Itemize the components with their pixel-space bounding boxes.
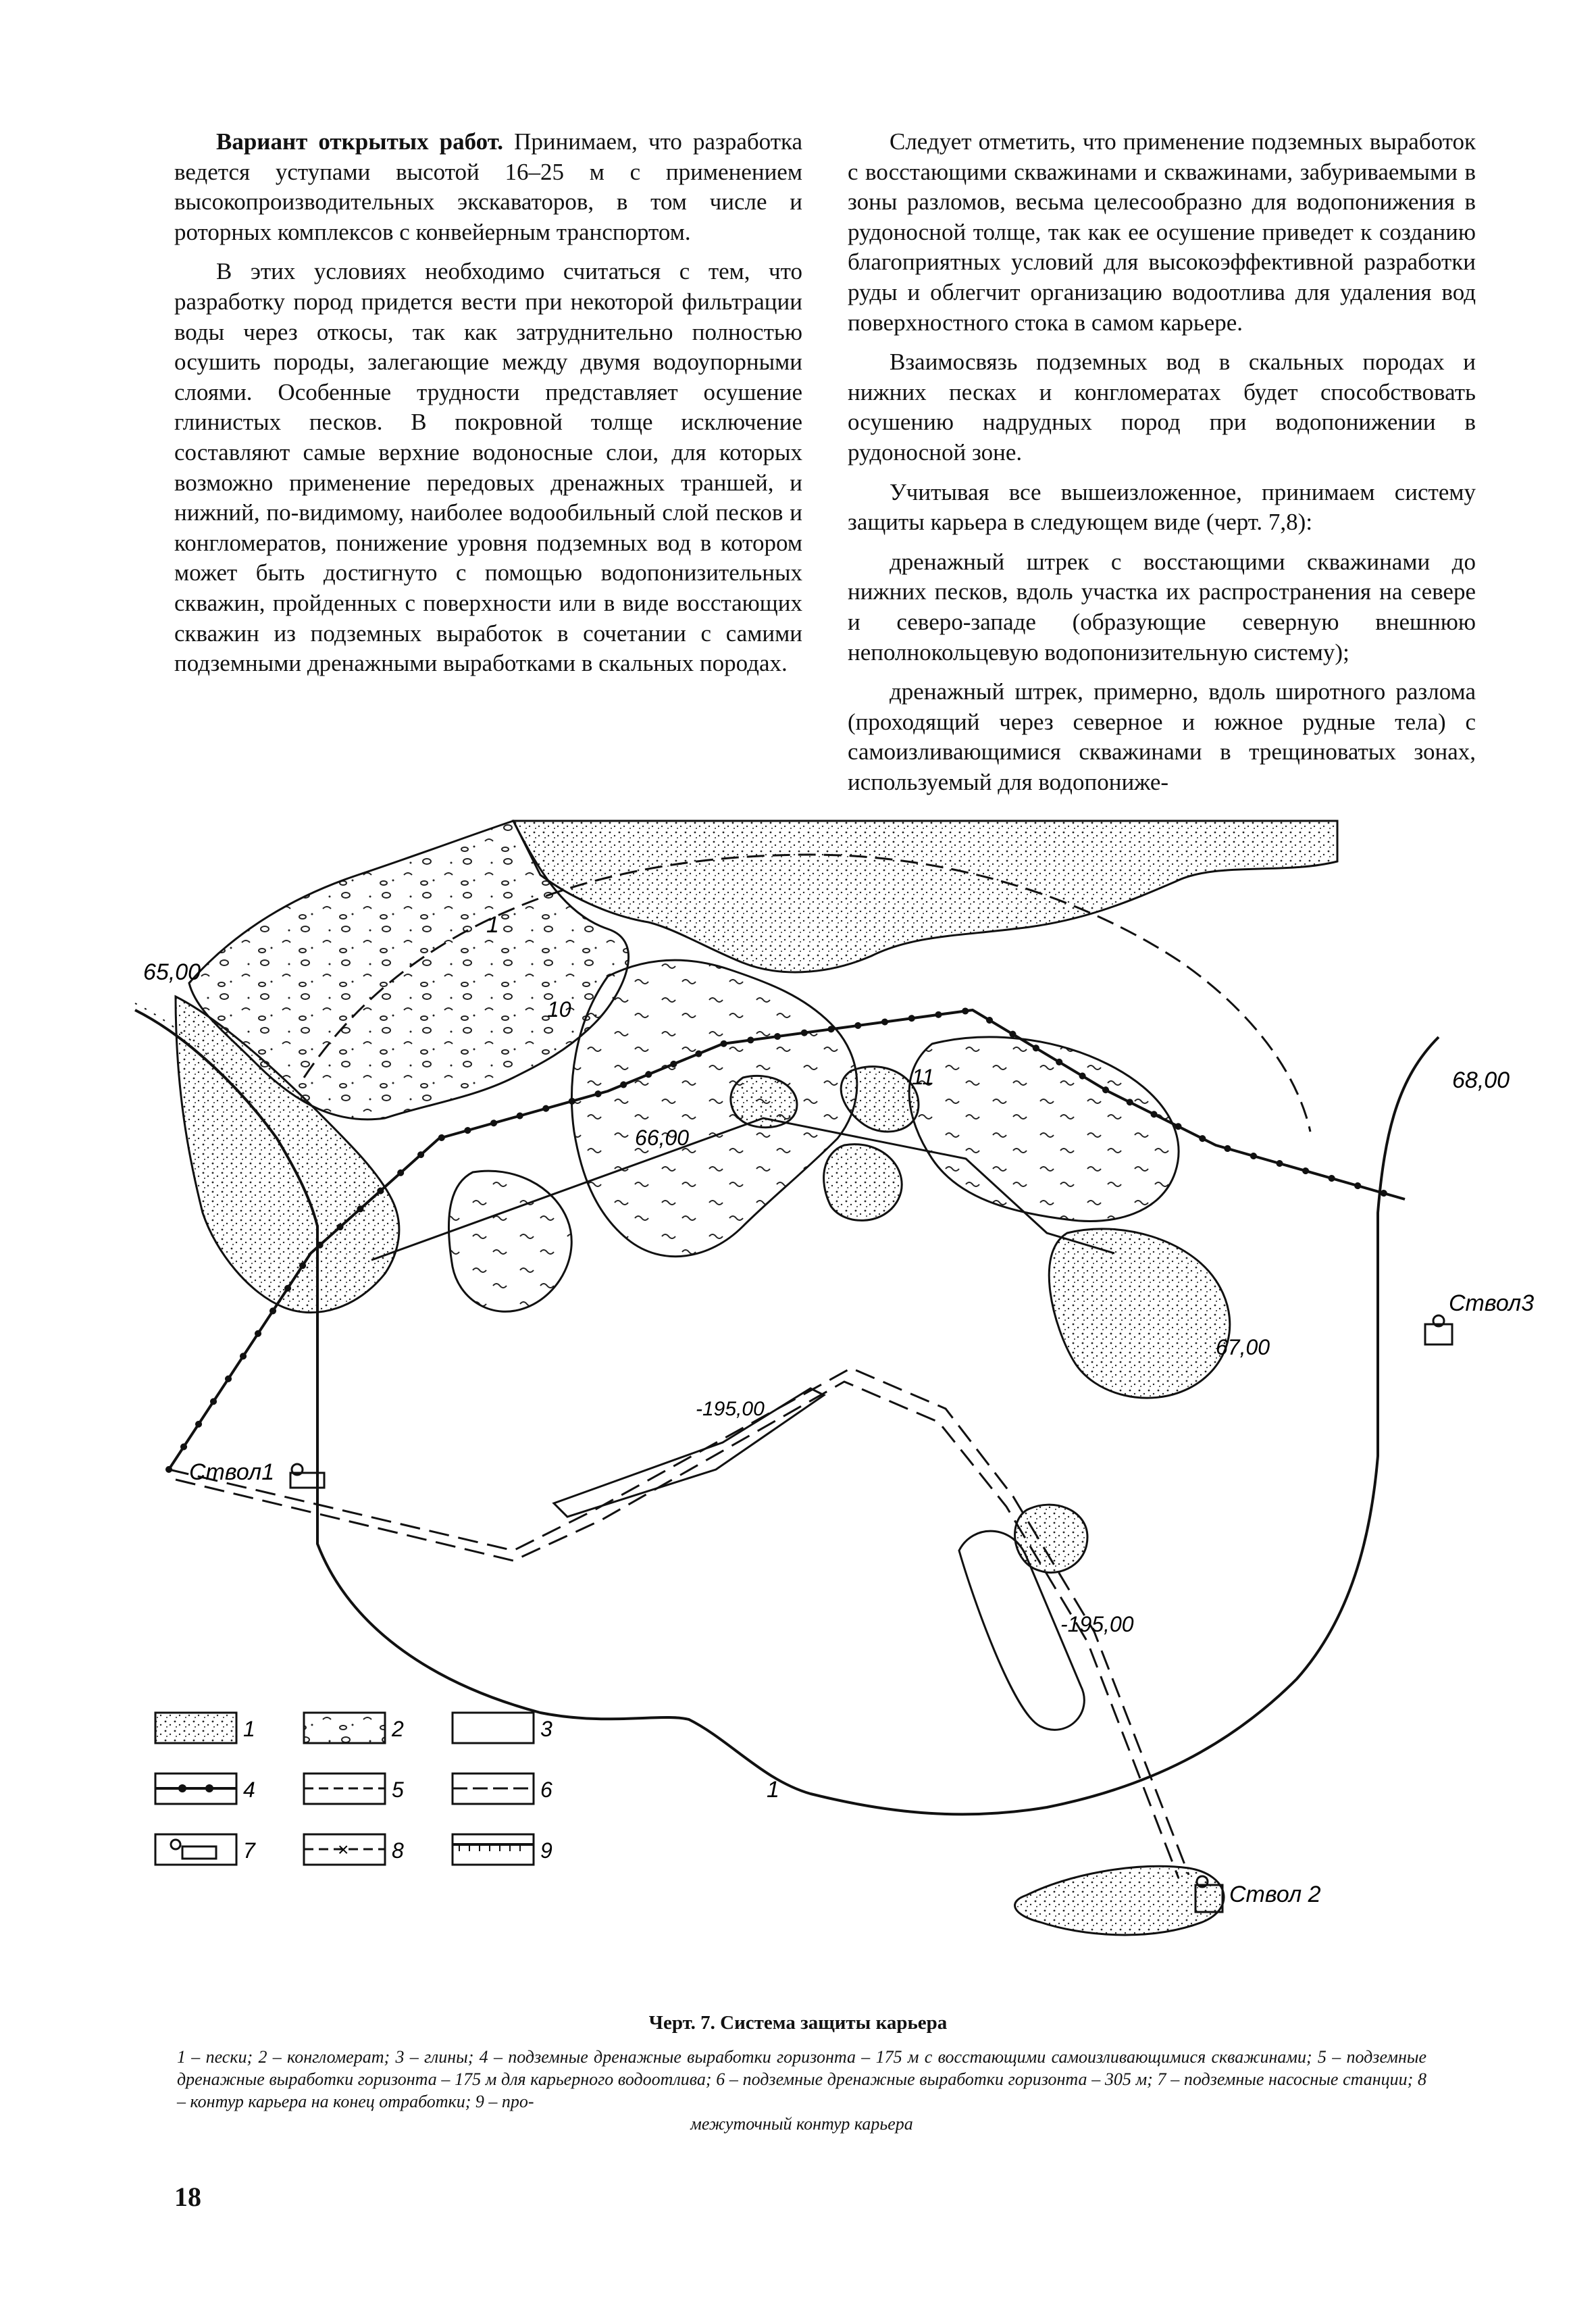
quarry-protection-map <box>135 821 1535 2000</box>
shaft-label: Ствол3 <box>1449 1290 1535 1316</box>
elevation-label: 67,00 <box>1216 1335 1270 1359</box>
legend-number: 4 <box>243 1778 255 1802</box>
paragraph: В этих условиях необходимо считаться с тем, что разработку пород придется вести при некоторой фильтрации воды через откосы, так как затруднительно полностью осушить породы, залегающие между двумя водоупорными слоями. Особенные трудности представляет осушение глинистых песков. В покровной толще исключение составляют самые верхние водоносные слои, для которых возможно применение передовых дренажных траншей, и нижний, по-видимому, наиболее водообильный слой песков и конгломератов, понижение уровня подземных вод в котором может быть достигнуто с помощью водопонизительных скважин, пройденных с поверхности или в виде восстающих скважин из подземных выработок в сочетании с самими подземными дренажными выработками в скальных породах. <box>174 258 802 677</box>
elevation-label: 65,00 <box>143 959 201 985</box>
legend-number: 2 <box>392 1717 404 1741</box>
shaft-label: Ствол 2 <box>1229 1882 1321 1907</box>
clay-zone <box>572 960 857 1257</box>
shaft-1-icon <box>290 1464 324 1488</box>
drainage-line-5 <box>169 1368 1189 1875</box>
line-number-label: 10 <box>547 997 571 1022</box>
legend-number: 1 <box>243 1717 255 1741</box>
legend-number: 8 <box>392 1838 404 1863</box>
map-legend <box>155 1713 552 1865</box>
sand-zone <box>513 821 1337 972</box>
paragraph: Взаимосвязь подземных вод в скальных породах и нижних песках и конгломератах будет способствовать осушению надрудных пород при водопонижении в рудоносной зоне. <box>848 349 1476 466</box>
legend-number: 6 <box>540 1778 552 1802</box>
legend-number: 5 <box>392 1778 404 1802</box>
sand-zone <box>1015 1505 1087 1572</box>
shaft-3-icon <box>1425 1315 1452 1344</box>
paragraph: Учитывая все вышеизложенное, принимаем систему защиты карьера в следующем виде (черт. 7,8): <box>848 478 1476 536</box>
legend-number: 9 <box>540 1838 552 1863</box>
right-text-column <box>848 127 1476 807</box>
section-label: 1 <box>767 1777 779 1803</box>
sand-zone <box>841 1067 919 1132</box>
line-number-label: 11 <box>912 1065 935 1089</box>
caption-legend-last: межуточный контур карьера <box>690 2114 913 2134</box>
paragraph <box>174 127 802 247</box>
legend-number: 3 <box>540 1717 552 1741</box>
paragraph: дренажный штрек с восстающими скважинами до нижних песков, вдоль участка их распространения на севере и северо-западе (образующие северную внешнюю неполнокольцевую водопонизительную систему); <box>848 548 1476 665</box>
caption-legend-text: 1 – пески; 2 – конгломерат; 3 – глины; 4 – подземные дренажные выработки горизонта – 175 м с восстающими самоизливающимися скважинами; 5 – подземные дренажные выработки горизонта – 175 м для карьерного водоотлива; 6 – подземные дренажные выработки горизонта – 305 м; 7 – подземные насосные станции; 8 – контур карьера на конец отработки; 9 – про- <box>177 2047 1426 2111</box>
shaft-label: Ствол1 <box>189 1459 275 1485</box>
paragraph: Следует отметить, что применение подземных выработок с восстающими скважинами и скважинами, забуриваемыми в зоны разломов, весьма целесообразно для водопонижения в рудоносной толще, так как ее осушение приведет к созданию благоприятных условий для высокоэффективной разработки руды и облегчит организацию водоотлива для удаления вод поверхностного стока в самом карьере. <box>848 128 1476 336</box>
figure-caption-legend <box>177 2046 1426 2135</box>
page-number: 18 <box>174 2182 201 2212</box>
left-text-column <box>174 127 802 688</box>
section-label: 1 <box>486 912 499 938</box>
elevation-label: -195,00 <box>1060 1612 1134 1636</box>
clay-zone <box>448 1171 571 1311</box>
elevation-label: -195,00 <box>696 1398 765 1420</box>
svg-text:×: × <box>338 1839 349 1860</box>
paragraph: дренажный штрек, примерно, вдоль широтного разлома (проходящий через северное и южное рудные тела) с самоизливающимися скважинами в трещиноватых зонах, используемый для водопониже- <box>848 678 1476 795</box>
elevation-label: 68,00 <box>1452 1067 1510 1093</box>
clay-zone <box>909 1037 1179 1221</box>
sand-zone <box>1049 1229 1230 1398</box>
pit-contour <box>554 1388 824 1517</box>
sand-zone <box>824 1145 902 1221</box>
sand-zone <box>1015 1866 1224 1935</box>
paragraph-lead: Вариант открытых работ. <box>216 128 504 155</box>
legend-number: 7 <box>243 1838 255 1863</box>
figure-caption-title: Черт. 7. Система защиты карьера <box>648 2012 948 2034</box>
paragraph-text: Принимаем, что разработка ведется уступами высотой 16–25 м с применением высокопроизводительных экскаваторов, в том числе и роторных комплексов с конвейерным транспортом. <box>174 128 803 245</box>
elevation-label: 66,00 <box>635 1126 690 1150</box>
